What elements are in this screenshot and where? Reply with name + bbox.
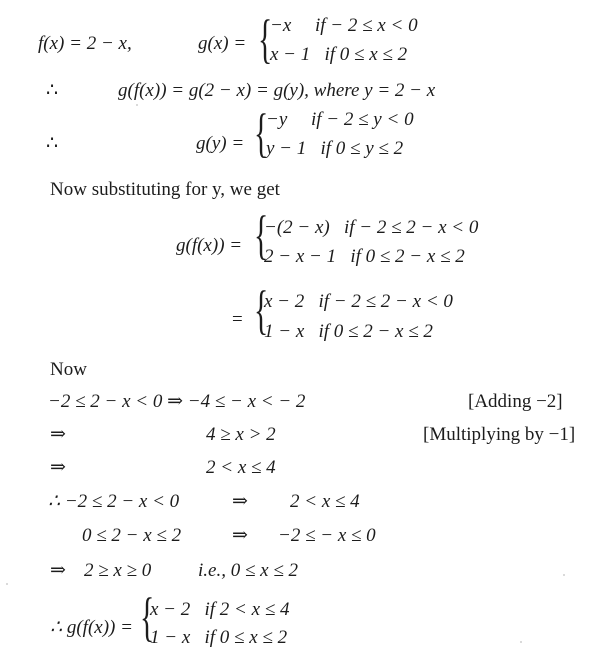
gy-definition-brace: { xyxy=(254,103,269,163)
gfx-brace: { xyxy=(254,205,269,265)
simplified-brace: { xyxy=(254,280,269,340)
g-case-2: x − 1 if 0 ≤ x ≤ 2 xyxy=(270,44,408,65)
g-definition-brace: { xyxy=(258,9,273,69)
final-brace: { xyxy=(140,587,155,647)
step-2-arrow: ⇒ xyxy=(50,424,66,445)
scan-speck xyxy=(136,104,138,106)
now-heading: Now xyxy=(50,359,87,380)
final-case-2: 1 − x if 0 ≤ x ≤ 2 xyxy=(150,627,288,648)
implication-2-left: 0 ≤ 2 − x ≤ 2 xyxy=(82,525,182,546)
ie-mid: 2 ≥ x ≥ 0 xyxy=(84,560,152,581)
implication-1-left: ∴ −2 ≤ 2 − x < 0 xyxy=(48,491,180,512)
simplified-case-1: x − 2 if − 2 ≤ 2 − x < 0 xyxy=(264,291,453,312)
implication-2-arrow: ⇒ xyxy=(232,525,248,546)
substitution-text: Now substituting for y, we get xyxy=(50,179,280,200)
step-3-arrow: ⇒ xyxy=(50,457,66,478)
g-case-1: −x if − 2 ≤ x < 0 xyxy=(270,15,418,36)
step-3-mid: 2 < x ≤ 4 xyxy=(206,457,276,478)
equals-sign: = xyxy=(232,309,243,330)
step-2-note: [Multiplying by −1] xyxy=(423,424,576,445)
gy-case-1: −y if − 2 ≤ y < 0 xyxy=(266,109,414,130)
final-lhs: ∴ g(f(x)) = xyxy=(50,617,133,638)
step-2-mid: 4 ≥ x > 2 xyxy=(206,424,276,445)
composition-line: g(f(x)) = g(2 − x) = g(y), where y = 2 − x xyxy=(118,80,436,101)
scan-speck xyxy=(520,641,522,643)
final-case-1: x − 2 if 2 < x ≤ 4 xyxy=(150,599,290,620)
step-1-left: −2 ≤ 2 − x < 0 ⇒ −4 ≤ − x < − 2 xyxy=(48,391,306,412)
implication-1-arrow: ⇒ xyxy=(232,491,248,512)
gfx-lhs: g(f(x)) = xyxy=(176,235,243,256)
scan-speck xyxy=(6,583,8,585)
ie-result: i.e., 0 ≤ x ≤ 2 xyxy=(198,560,299,581)
simplified-case-2: 1 − x if 0 ≤ 2 − x ≤ 2 xyxy=(264,321,433,342)
g-definition-lhs: g(x) = xyxy=(198,33,247,54)
gy-definition-lhs: g(y) = xyxy=(196,133,245,154)
gfx-case-2: 2 − x − 1 if 0 ≤ 2 − x ≤ 2 xyxy=(264,246,465,267)
implication-2-right: −2 ≤ − x ≤ 0 xyxy=(278,525,376,546)
step-1-note: [Adding −2] xyxy=(468,391,563,412)
ie-arrow: ⇒ xyxy=(50,560,66,581)
therefore-symbol: ∴ xyxy=(46,80,59,101)
gfx-case-1: −(2 − x) if − 2 ≤ 2 − x < 0 xyxy=(264,217,479,238)
therefore-symbol: ∴ xyxy=(46,133,59,154)
scan-speck xyxy=(563,574,565,576)
gy-case-2: y − 1 if 0 ≤ y ≤ 2 xyxy=(266,138,404,159)
f-definition: f(x) = 2 − x, xyxy=(38,33,132,54)
implication-1-right: 2 < x ≤ 4 xyxy=(290,491,360,512)
